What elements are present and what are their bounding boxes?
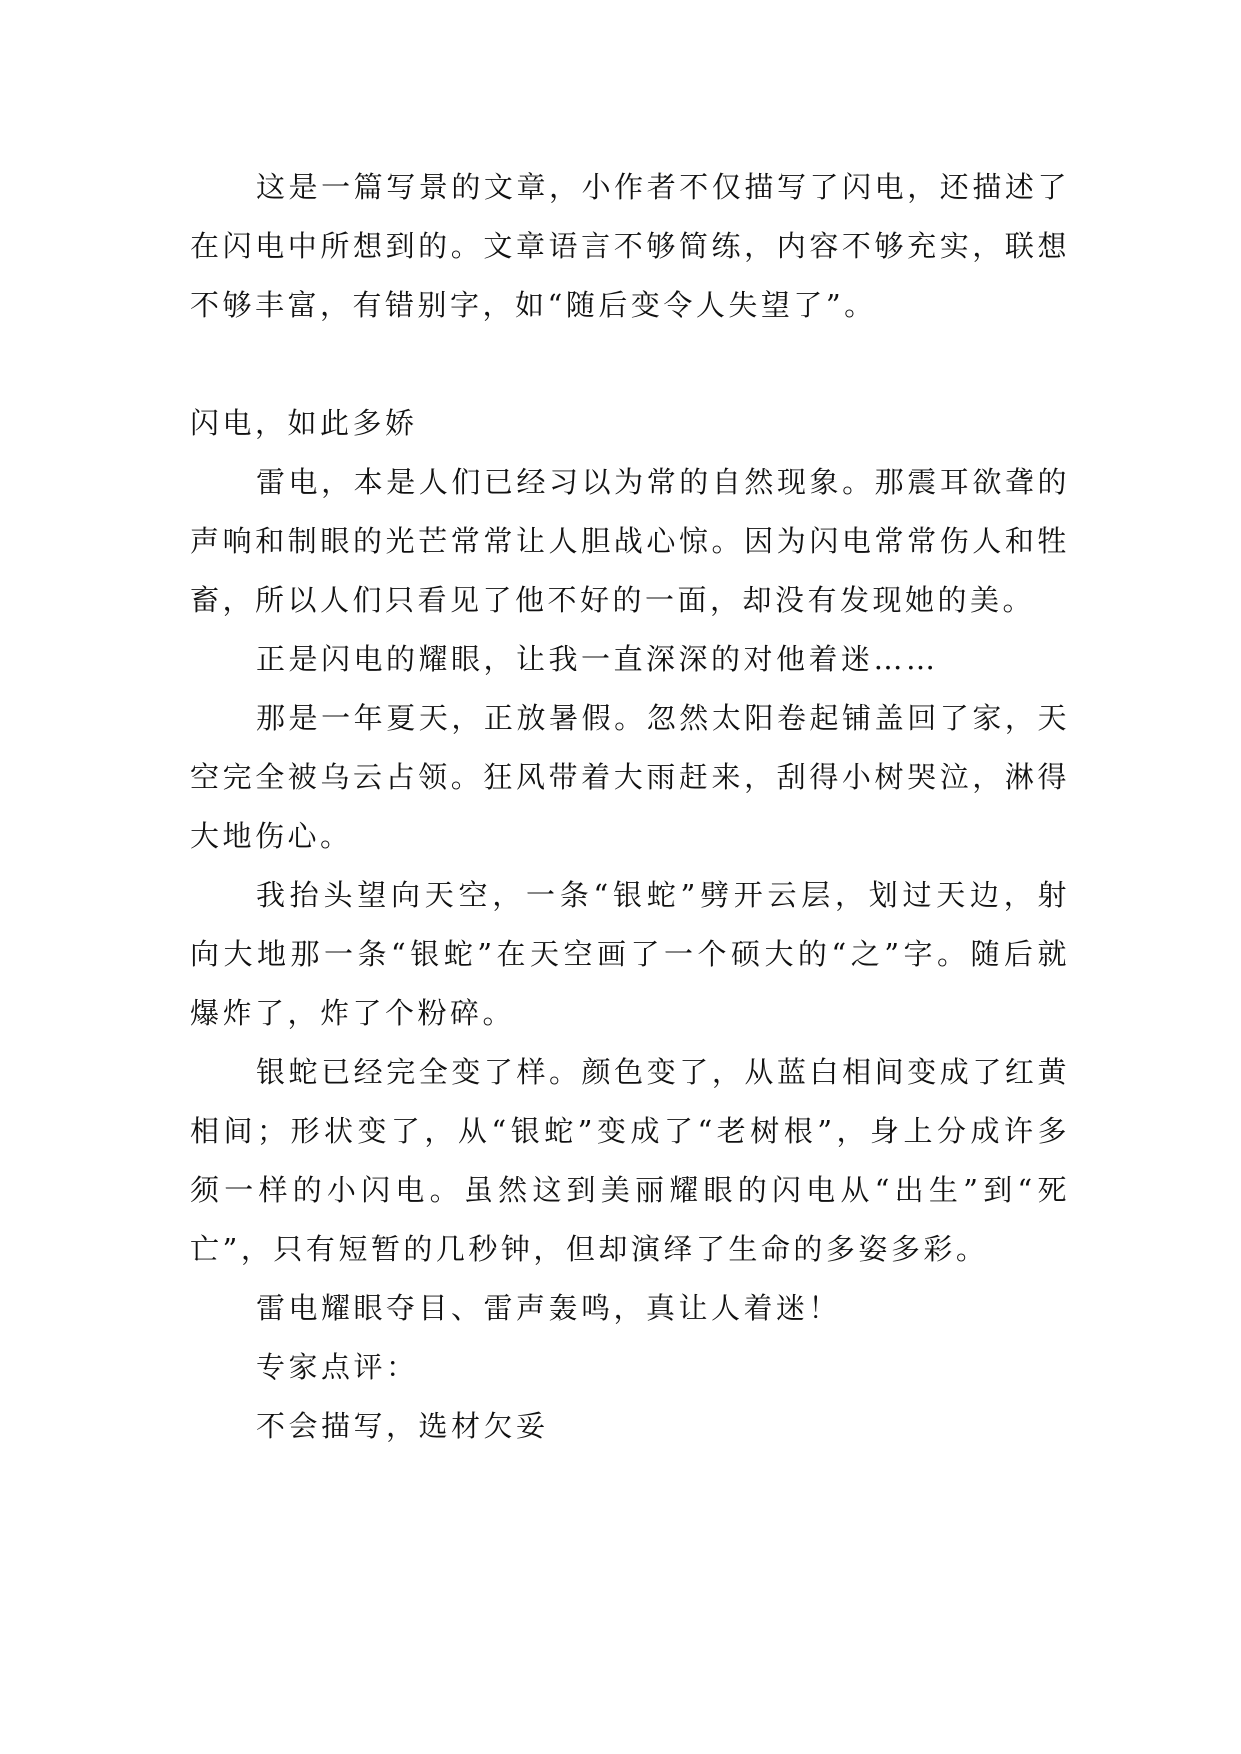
expert-review-label: 专家点评： — [256, 1350, 419, 1384]
essay-paragraph: 我抬头望向天空，一条“银蛇”劈开云层，划过天边，射向大地那一条“银蛇”在天空画了一个硕大的“之”字。随后就爆炸了，炸了个粉碎。 — [190, 878, 1070, 1030]
intro-paragraph: 这是一篇写景的文章，小作者不仅描写了闪电，还描述了在闪电中所想到的。文章语言不够简练，内容不够充实，联想不够丰富，有错别字，如“随后变令人失望了”。 — [190, 170, 1070, 322]
essay-paragraph: 雷电，本是人们已经习以为常的自然现象。那震耳欲聋的声响和制眼的光芒常常让人胆战心惊。因为闪电常常伤人和牲畜，所以人们只看见了他不好的一面，却没有发现她的美。 — [190, 465, 1070, 617]
expert-review-text: 不会描写，选材欠妥 — [256, 1409, 549, 1443]
essay-section — [190, 394, 1070, 1456]
essay-paragraph: 雷电耀眼夺目、雷声轰鸣，真让人着迷！ — [256, 1291, 842, 1325]
essay-paragraph: 那是一年夏天，正放暑假。忽然太阳卷起铺盖回了家，天空完全被乌云占领。狂风带着大雨赶来，刮得小树哭泣，淋得大地伤心。 — [190, 701, 1070, 853]
essay-paragraph: 银蛇已经完全变了样。颜色变了，从蓝白相间变成了红黄相间；形状变了，从“银蛇”变成了“老树根”，身上分成许多须一样的小闪电。虽然这到美丽耀眼的闪电从“出生”到“死亡”，只有短暂的几秒钟，但却演绎了生命的多姿多彩。 — [190, 1055, 1070, 1266]
intro-section — [190, 158, 1070, 335]
essay-title: 闪电，如此多娇 — [190, 406, 418, 440]
essay-paragraph: 正是闪电的耀眼，让我一直深深的对他着迷…… — [256, 642, 939, 676]
